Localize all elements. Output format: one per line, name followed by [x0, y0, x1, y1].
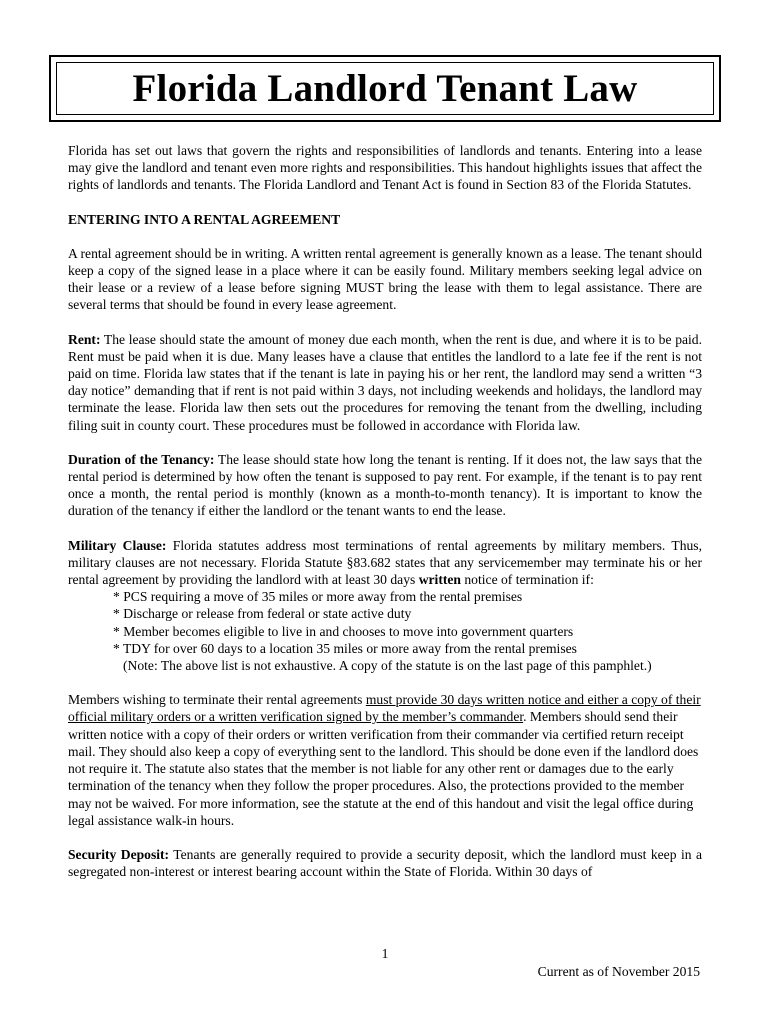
list-item: * TDY for over 60 days to a location 35 miles or more away from the rental premises	[113, 640, 577, 656]
list-note: (Note: The above list is not exhaustive. A copy of the statute is on the last page of this pamphlet.)	[123, 658, 652, 674]
rent-text: The lease should state the amount of money due each month, when the rent is due, and where it is to be paid. Rent must be paid when it is due. Many leases have a clause that entitles the landlord to a late fee if the rent is not paid on time. Florida law states that if the tenant is late in paying his or her rent, the landlord may send a written “3 day notice” demanding that if rent is not paid within 3 days, not including weekends and holidays, the landlord may terminate the lease. Florida law then sets out the procedures for removing the tenant from the dwelling, including filing suit in county court. These procedures must be followed in accordance with Florida law.	[68, 331, 702, 433]
duration-label: Duration of the Tenancy:	[68, 451, 215, 467]
members-text: Members wishing to terminate their rental agreements	[68, 692, 366, 708]
rental-agreement-paragraph: A rental agreement should be in writing. A written rental agreement is generally known as a lease. The tenant should keep a copy of the signed lease in a place where it can be easily found. Military members seeking legal advice on their lease or a review of a lease before signing MUST bring the lease with them to legal assistance. There are several terms that should be found in every lease agreement.	[68, 245, 702, 313]
list-item: * PCS requiring a move of 35 miles or more away from the rental premises	[113, 589, 523, 605]
security-paragraph	[68, 846, 702, 880]
military-paragraph	[68, 537, 702, 589]
duration-text: The lease should state how long the tenant is renting. If it does not, the law says that the rental period is determined by how often the tenant is supposed to pay rent. For example, if the tenant is to pay rent once a month, the rental period is monthly (known as a month-to-month tenancy). It is important to know the duration of the tenancy if either the landlord or the tenant wants to end the lease.	[68, 451, 703, 519]
members-paragraph	[68, 691, 702, 829]
security-label: Security Deposit:	[68, 846, 170, 862]
military-bold-word: written	[418, 572, 461, 588]
military-text: Florida statutes address most terminations of rental agreements by military members. Thus, military clauses are not necessary. Florida Statute §83.682 states that any servicemember may terminate his or her rental agreement by providing the landlord with at least 30 days	[68, 537, 702, 588]
members-underlined-text: must provide 30 days written notice and either a copy of their official military orders or a written verification signed by the member’s commander	[68, 692, 701, 725]
section-heading: ENTERING INTO A RENTAL AGREEMENT	[68, 211, 341, 227]
members-text-end: . Members should send their written notice with a copy of their orders or written verification from their commander via certified return receipt mail. They should also keep a copy of everything sent to the landlord. This should be done even if the landlord does not require it. The statute also states that the member is not liable for any other rent or damages due to the early termination of the tenancy when they follow the proper procedures. Also, the protections provided to the member may not be waived. For more information, see the statute at the end of this handout and visit the legal office during legal assistance walk-in hours.	[68, 709, 699, 828]
intro-paragraph: Florida has set out laws that govern the rights and responsibilities of landlords and tenants. Entering into a lease may give the landlord and tenant even more rights and responsibilities. This handout highlights issues that affect the rights of landlords and tenants. The Florida Landlord and Tenant Act is found in Section 83 of the Florida Statutes.	[68, 143, 702, 193]
termination-conditions-list	[68, 588, 702, 657]
list-item: * Discharge or release from federal or state active duty	[113, 606, 412, 622]
document-body	[68, 142, 702, 880]
list-item: * Member becomes eligible to live in and chooses to move into government quarters	[113, 623, 574, 639]
security-text: Tenants are generally required to provide a security deposit, which the landlord must keep in a segregated non-interest or interest bearing account within the State of Florida. Within 30 days of	[68, 846, 702, 880]
footer-date: Current as of November 2015	[537, 964, 700, 979]
rent-paragraph	[68, 331, 702, 434]
military-text-end: notice of termination if:	[460, 572, 594, 588]
military-label: Military Clause:	[68, 537, 167, 553]
title-inner-frame	[56, 62, 714, 115]
duration-paragraph	[68, 451, 702, 520]
rent-label: Rent:	[68, 331, 101, 347]
title-frame	[49, 55, 721, 122]
page-number: 1	[381, 946, 389, 961]
page-title: Florida Landlord Tenant Law	[132, 67, 638, 110]
